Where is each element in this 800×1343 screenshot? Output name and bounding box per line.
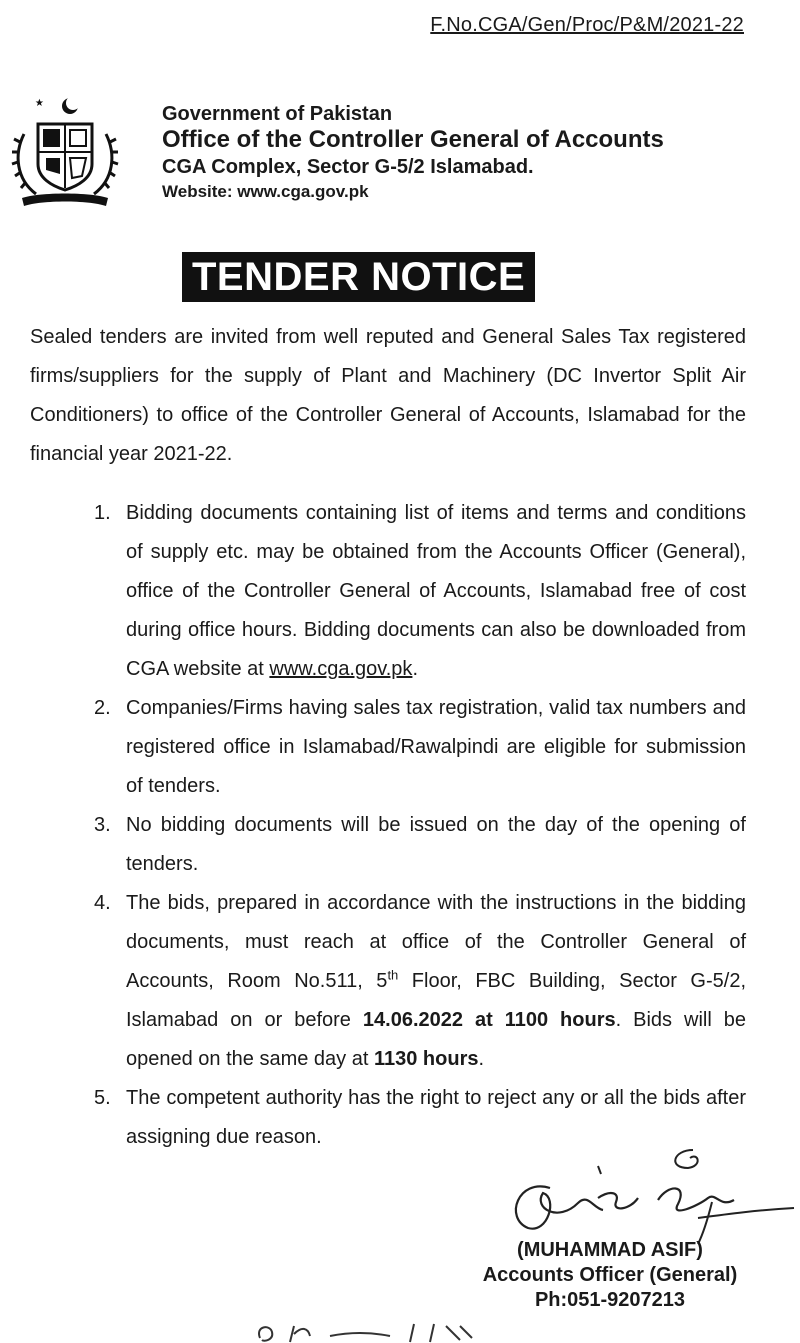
website-link[interactable]: www.cga.gov.pk — [269, 658, 413, 680]
signatory-name: (MUHAMMAD ASIF) — [517, 1239, 703, 1261]
letterhead — [162, 102, 664, 204]
intro-paragraph: Sealed tenders are invited from well reputed and General Sales Tax registered firms/suppliers for the supply of Plant and Machinery (DC Invertor Split Air Conditioners) to office of the Controller General of Accounts, Islamabad for the financial year 2021-22. — [30, 326, 746, 465]
handwritten-mark — [250, 1318, 490, 1343]
item-number: 2. — [94, 697, 111, 719]
item-text: The competent authority has the right to reject any or all the bids after assigning due reason. — [126, 1087, 746, 1148]
file-number: F.No.CGA/Gen/Proc/P&M/2021-22 — [430, 14, 744, 36]
list-item — [90, 884, 746, 1079]
item-tail: . — [412, 658, 418, 680]
item-text: The bids, prepared in accordance with the instructions in the bidding documents, must reach at office of the Controller General of Accounts, Room No.511, 5 — [126, 892, 746, 992]
list-item — [90, 806, 746, 884]
state-emblem-icon — [10, 94, 120, 212]
list-item — [90, 689, 746, 806]
item-number: 1. — [94, 502, 111, 524]
signatory-phone: Ph:051-9207213 — [534, 1289, 686, 1311]
item-number: 4. — [94, 892, 111, 914]
signature — [498, 1148, 798, 1248]
item-text: . — [478, 1048, 485, 1070]
office-website: Website: www.cga.gov.pk — [162, 182, 369, 201]
list-item — [90, 494, 746, 689]
office-name: Office of the Controller General of Accounts — [162, 126, 664, 153]
item-text: No bidding documents will be issued on the day of the opening of tenders. — [126, 814, 746, 875]
item-text: Floor, FBC Building, Sector G-5/2, Islamabad on or before — [126, 970, 747, 1031]
notice-title: TENDER NOTICE — [182, 252, 535, 302]
ordinal-suffix: th — [387, 967, 399, 983]
list-item — [90, 1079, 746, 1157]
conditions-list — [90, 494, 746, 1157]
item-text: Bidding documents containing list of items and terms and conditions of supply etc. may be obtained from the Accounts Officer (General), office of the Controller General of Accounts, Islamabad free of cost during office hours. Bidding documents can also be downloaded from CGA website at — [126, 502, 746, 680]
deadline: 14.06.2022 at 1100 hours — [362, 1009, 616, 1031]
office-address: CGA Complex, Sector G-5/2 Islamabad. — [162, 156, 534, 178]
item-text: Companies/Firms having sales tax registration, valid tax numbers and registered office in Islamabad/Rawalpindi are eligible for submission of tenders. — [126, 697, 746, 797]
item-text: . Bids will be opened on the same day at — [126, 1009, 747, 1070]
signatory-block — [455, 1238, 765, 1313]
item-number: 3. — [94, 814, 111, 836]
opening-time: 1130 hours — [373, 1048, 479, 1070]
item-number: 5. — [94, 1087, 111, 1109]
government-name: Government of Pakistan — [162, 103, 393, 125]
signatory-designation: Accounts Officer (General) — [482, 1264, 738, 1286]
